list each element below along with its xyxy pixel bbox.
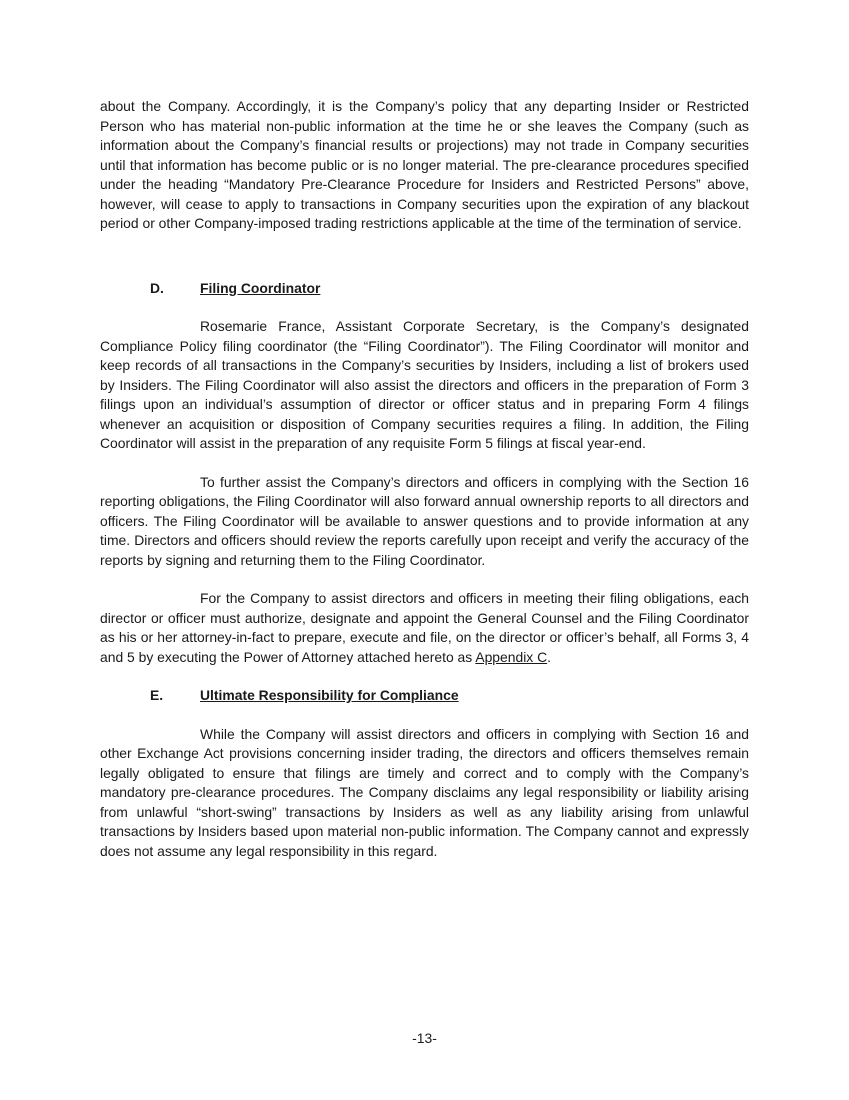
section-d-paragraph-3-text: For the Company to assist directors and officers in meeting their filing obligations, each director or officer must authorize, designate and appoint the General Counsel and the Filing Coordinator as his or her attorney-in-fact to prepare, execute and file, on the director or officer’s behalf, all Forms 3, 4 and 5 by executing the Power of Attorney attached hereto as	[100, 590, 749, 665]
section-e-heading	[100, 686, 749, 706]
appendix-c-link[interactable]: Appendix C	[475, 648, 548, 665]
section-d-paragraph-1: Rosemarie France, Assistant Corporate Secretary, is the Company’s designated Compliance Policy filing coordinator (the “Filing Coordinator”). The Filing Coordinator will monitor and keep records of all transactions in the Company’s securities by Insiders, including a list of brokers used by Insiders. The Filing Coordinator will also assist the directors and officers in the preparation of Form 3 filings upon an individual’s assumption of director or officer status and in preparing Form 4 filings whenever an acquisition or disposition of Company securities requires a filing. In addition, the Filing Coordinator will assist in the preparation of any requisite Form 5 filings at fiscal year-end.	[100, 318, 749, 451]
page-number: -13-	[412, 1030, 437, 1046]
section-d-title: Filing Coordinator	[200, 279, 321, 296]
section-e-title: Ultimate Responsibility for Compliance	[200, 687, 459, 703]
section-d-heading	[100, 279, 749, 299]
section-d-paragraph-2: To further assist the Company’s directors and officers in complying with the Section 16 reporting obligations, the Filing Coordinator will also forward annual ownership reports to all directors and officers. The Filing Coordinator will be available to answer questions and to provide information at any time. Directors and officers should review the reports carefully upon receipt and verify the accuracy of the reports by signing and returning them to the Filing Coordinator.	[100, 473, 749, 568]
section-e-letter: E.	[150, 687, 164, 703]
intro-paragraph: about the Company. Accordingly, it is the Company’s policy that any departing Insider or Restricted Person who has material non-public information at the time he or she leaves the Company (such as information about the Company’s financial results or projections) may not trade in Company securities until that information has become public or is no longer material. The pre-clearance procedures specified under the heading “Mandatory Pre-Clearance Procedure for Insiders and Restricted Persons” above, however, will cease to apply to transactions in Company securities upon the expiration of any blackout period or other Company-imposed trading restrictions applicable at the time of the termination of service.	[100, 98, 749, 231]
section-d-letter: D.	[150, 279, 164, 296]
section-e-paragraph-1: While the Company will assist directors and officers in complying with Section 16 and other Exchange Act provisions concerning insider trading, the directors and officers themselves remain legally obligated to ensure that filings are timely and correct and to comply with the Company’s mandatory pre-clearance procedures. The Company disclaims any legal responsibility or liability arising from unlawful “short-swing” transactions by Insiders as well as any liability arising from unlawful transactions by Insiders based upon material non-public information. The Company cannot and expressly does not assume any legal responsibility in this regard.	[100, 725, 749, 859]
section-d-paragraph-3-end: .	[547, 648, 551, 665]
section-d-paragraph-3	[100, 589, 749, 667]
document-body	[100, 97, 749, 861]
